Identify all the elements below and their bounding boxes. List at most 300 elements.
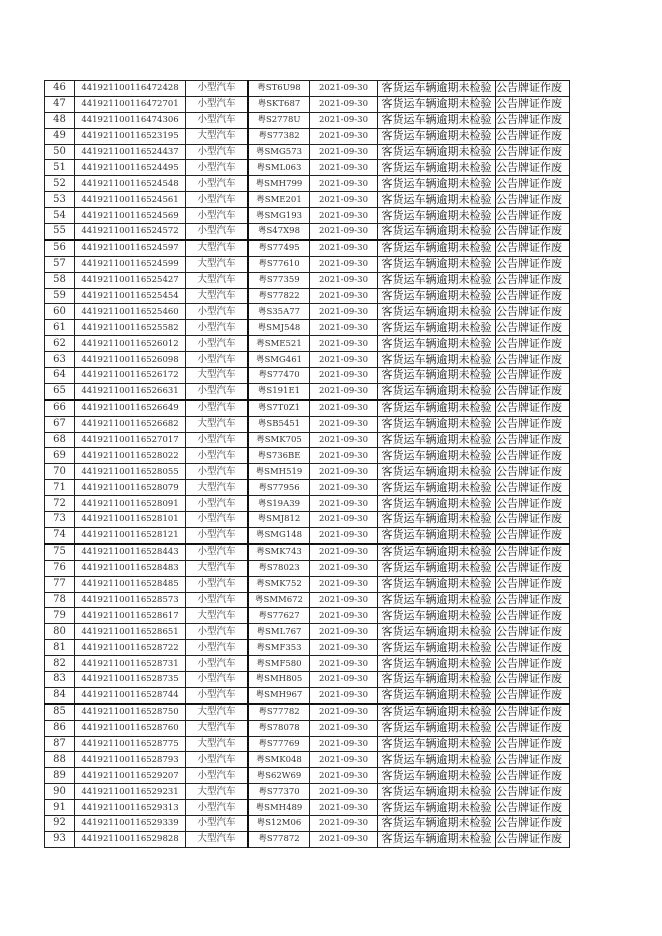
action-cell: 公告牌证作废 <box>496 383 570 399</box>
plate-number-cell: 粤SMH967 <box>248 687 310 703</box>
plate-number-cell: 粤S7T0Z1 <box>248 400 310 416</box>
row-number-cell: 63 <box>45 352 75 368</box>
vehicle-id-cell: 441921100116529339 <box>75 815 186 831</box>
date-cell: 2021-09-30 <box>310 671 378 687</box>
vehicle-type-cell: 小型汽车 <box>186 208 249 224</box>
table-row <box>45 320 570 336</box>
table-row <box>45 192 570 208</box>
violation-reason-cell: 客货运车辆逾期未检验 <box>378 400 496 416</box>
plate-number-cell: 粤SMH805 <box>248 671 310 687</box>
date-cell: 2021-09-30 <box>310 256 378 272</box>
vehicle-id-cell: 441921100116528443 <box>75 544 186 560</box>
vehicle-id-cell: 441921100116526012 <box>75 336 186 352</box>
action-cell: 公告牌证作废 <box>496 576 570 592</box>
date-cell: 2021-09-30 <box>310 768 378 784</box>
table-row <box>45 352 570 368</box>
row-number-cell: 64 <box>45 368 75 384</box>
row-number-cell: 69 <box>45 448 75 464</box>
vehicle-type-cell: 小型汽车 <box>186 336 249 352</box>
row-number-cell: 87 <box>45 736 75 752</box>
row-number-cell: 93 <box>45 831 75 847</box>
vehicle-type-cell: 大型汽车 <box>186 256 249 272</box>
plate-number-cell: 粤S191E1 <box>248 383 310 399</box>
table-row <box>45 112 570 128</box>
vehicle-type-cell: 小型汽车 <box>186 687 249 703</box>
row-number-cell: 57 <box>45 256 75 272</box>
vehicle-type-cell: 大型汽车 <box>186 608 249 624</box>
vehicle-id-cell: 441921100116528744 <box>75 687 186 703</box>
row-number-cell: 78 <box>45 592 75 608</box>
vehicle-type-cell: 小型汽车 <box>186 224 249 240</box>
violation-reason-cell: 客货运车辆逾期未检验 <box>378 448 496 464</box>
row-number-cell: 46 <box>45 81 75 97</box>
action-cell: 公告牌证作废 <box>496 800 570 816</box>
vehicle-id-cell: 441921100116472428 <box>75 81 186 97</box>
table-row <box>45 560 570 576</box>
vehicle-id-cell: 441921100116528121 <box>75 527 186 543</box>
vehicle-id-cell: 441921100116528760 <box>75 720 186 736</box>
row-number-cell: 51 <box>45 160 75 176</box>
violation-reason-cell: 客货运车辆逾期未检验 <box>378 720 496 736</box>
violation-reason-cell: 客货运车辆逾期未检验 <box>378 752 496 768</box>
vehicle-id-cell: 441921100116528091 <box>75 496 186 512</box>
date-cell: 2021-09-30 <box>310 320 378 336</box>
plate-number-cell: 粤S2778U <box>248 112 310 128</box>
table-row <box>45 480 570 496</box>
violation-reason-cell: 客货运车辆逾期未检验 <box>378 240 496 256</box>
plate-number-cell: 粤S47X98 <box>248 224 310 240</box>
row-number-cell: 82 <box>45 656 75 672</box>
date-cell: 2021-09-30 <box>310 400 378 416</box>
date-cell: 2021-09-30 <box>310 208 378 224</box>
vehicle-type-cell: 小型汽车 <box>186 768 249 784</box>
action-cell: 公告牌证作废 <box>496 192 570 208</box>
violation-reason-cell: 客货运车辆逾期未检验 <box>378 736 496 752</box>
vehicle-type-cell: 大型汽车 <box>186 704 249 720</box>
action-cell: 公告牌证作废 <box>496 81 570 97</box>
vehicle-id-cell: 441921100116528722 <box>75 640 186 656</box>
table-row <box>45 336 570 352</box>
violation-reason-cell: 客货运车辆逾期未检验 <box>378 608 496 624</box>
vehicle-id-cell: 441921100116525427 <box>75 272 186 288</box>
row-number-cell: 61 <box>45 320 75 336</box>
violation-reason-cell: 客货运车辆逾期未检验 <box>378 768 496 784</box>
vehicle-id-cell: 441921100116524597 <box>75 240 186 256</box>
vehicle-id-cell: 441921100116524437 <box>75 144 186 160</box>
date-cell: 2021-09-30 <box>310 192 378 208</box>
violation-reason-cell: 客货运车辆逾期未检验 <box>378 496 496 512</box>
plate-number-cell: 粤SKT687 <box>248 96 310 112</box>
date-cell: 2021-09-30 <box>310 576 378 592</box>
action-cell: 公告牌证作废 <box>496 704 570 720</box>
vehicle-id-cell: 441921100116528731 <box>75 656 186 672</box>
vehicle-type-cell: 小型汽车 <box>186 112 249 128</box>
row-number-cell: 73 <box>45 512 75 528</box>
date-cell: 2021-09-30 <box>310 496 378 512</box>
table-row <box>45 752 570 768</box>
violation-reason-cell: 客货运车辆逾期未检验 <box>378 704 496 720</box>
row-number-cell: 88 <box>45 752 75 768</box>
vehicle-id-cell: 441921100116528735 <box>75 671 186 687</box>
vehicle-id-cell: 441921100116525454 <box>75 288 186 304</box>
violation-reason-cell: 客货运车辆逾期未检验 <box>378 336 496 352</box>
vehicle-type-cell: 小型汽车 <box>186 576 249 592</box>
violation-reason-cell: 客货运车辆逾期未检验 <box>378 560 496 576</box>
action-cell: 公告牌证作废 <box>496 112 570 128</box>
row-number-cell: 74 <box>45 527 75 543</box>
row-number-cell: 70 <box>45 464 75 480</box>
violation-reason-cell: 客货运车辆逾期未检验 <box>378 592 496 608</box>
vehicle-id-cell: 441921100116526649 <box>75 400 186 416</box>
date-cell: 2021-09-30 <box>310 144 378 160</box>
action-cell: 公告牌证作废 <box>496 608 570 624</box>
vehicle-table-body <box>45 81 570 848</box>
table-row <box>45 640 570 656</box>
action-cell: 公告牌证作废 <box>496 176 570 192</box>
vehicle-type-cell: 小型汽车 <box>186 160 249 176</box>
action-cell: 公告牌证作废 <box>496 656 570 672</box>
plate-number-cell: 粤SMH799 <box>248 176 310 192</box>
table-row <box>45 592 570 608</box>
violation-reason-cell: 客货运车辆逾期未检验 <box>378 624 496 640</box>
date-cell: 2021-09-30 <box>310 288 378 304</box>
action-cell: 公告牌证作废 <box>496 480 570 496</box>
plate-number-cell: 粤S77872 <box>248 831 310 847</box>
table-row <box>45 400 570 416</box>
plate-number-cell: 粤SMJ812 <box>248 512 310 528</box>
date-cell: 2021-09-30 <box>310 784 378 800</box>
action-cell: 公告牌证作废 <box>496 320 570 336</box>
date-cell: 2021-09-30 <box>310 720 378 736</box>
action-cell: 公告牌证作废 <box>496 368 570 384</box>
vehicle-id-cell: 441921100116524599 <box>75 256 186 272</box>
vehicle-id-cell: 441921100116525460 <box>75 304 186 320</box>
table-row <box>45 448 570 464</box>
vehicle-type-cell: 小型汽车 <box>186 512 249 528</box>
vehicle-type-cell: 大型汽车 <box>186 288 249 304</box>
table-row <box>45 144 570 160</box>
vehicle-type-cell: 小型汽车 <box>186 320 249 336</box>
vehicle-id-cell: 441921100116528485 <box>75 576 186 592</box>
vehicle-id-cell: 441921100116528651 <box>75 624 186 640</box>
vehicle-type-cell: 小型汽车 <box>186 527 249 543</box>
plate-number-cell: 粤S77627 <box>248 608 310 624</box>
vehicle-type-cell: 小型汽车 <box>186 496 249 512</box>
date-cell: 2021-09-30 <box>310 96 378 112</box>
plate-number-cell: 粤SMK743 <box>248 544 310 560</box>
table-row <box>45 224 570 240</box>
row-number-cell: 77 <box>45 576 75 592</box>
action-cell: 公告牌证作废 <box>496 592 570 608</box>
violation-reason-cell: 客货运车辆逾期未检验 <box>378 288 496 304</box>
date-cell: 2021-09-30 <box>310 416 378 432</box>
plate-number-cell: 粤SMM672 <box>248 592 310 608</box>
table-row <box>45 656 570 672</box>
plate-number-cell: 粤SMG573 <box>248 144 310 160</box>
table-row <box>45 128 570 144</box>
vehicle-type-cell: 小型汽车 <box>186 144 249 160</box>
table-row <box>45 416 570 432</box>
violation-reason-cell: 客货运车辆逾期未检验 <box>378 144 496 160</box>
date-cell: 2021-09-30 <box>310 752 378 768</box>
vehicle-id-cell: 441921100116524561 <box>75 192 186 208</box>
date-cell: 2021-09-30 <box>310 128 378 144</box>
action-cell: 公告牌证作废 <box>496 416 570 432</box>
row-number-cell: 75 <box>45 544 75 560</box>
plate-number-cell: 粤S12M06 <box>248 815 310 831</box>
table-row <box>45 81 570 97</box>
vehicle-type-cell: 小型汽车 <box>186 640 249 656</box>
vehicle-type-cell: 小型汽车 <box>186 400 249 416</box>
plate-number-cell: 粤S77495 <box>248 240 310 256</box>
row-number-cell: 62 <box>45 336 75 352</box>
violation-reason-cell: 客货运车辆逾期未检验 <box>378 320 496 336</box>
vehicle-id-cell: 441921100116524495 <box>75 160 186 176</box>
vehicle-id-cell: 441921100116472701 <box>75 96 186 112</box>
plate-number-cell: 粤S78023 <box>248 560 310 576</box>
plate-number-cell: 粤SMF580 <box>248 656 310 672</box>
table-row <box>45 544 570 560</box>
vehicle-id-cell: 441921100116528750 <box>75 704 186 720</box>
date-cell: 2021-09-30 <box>310 224 378 240</box>
action-cell: 公告牌证作废 <box>496 272 570 288</box>
action-cell: 公告牌证作废 <box>496 512 570 528</box>
plate-number-cell: 粤SMH489 <box>248 800 310 816</box>
row-number-cell: 47 <box>45 96 75 112</box>
action-cell: 公告牌证作废 <box>496 815 570 831</box>
vehicle-id-cell: 441921100116524572 <box>75 224 186 240</box>
plate-number-cell: 粤S77782 <box>248 704 310 720</box>
action-cell: 公告牌证作废 <box>496 160 570 176</box>
date-cell: 2021-09-30 <box>310 608 378 624</box>
plate-number-cell: 粤SMK705 <box>248 432 310 448</box>
action-cell: 公告牌证作废 <box>496 736 570 752</box>
action-cell: 公告牌证作废 <box>496 128 570 144</box>
table-row <box>45 464 570 480</box>
table-row <box>45 671 570 687</box>
vehicle-type-cell: 小型汽车 <box>186 192 249 208</box>
plate-number-cell: 粤S78078 <box>248 720 310 736</box>
row-number-cell: 50 <box>45 144 75 160</box>
vehicle-type-cell: 大型汽车 <box>186 736 249 752</box>
action-cell: 公告牌证作废 <box>496 432 570 448</box>
row-number-cell: 83 <box>45 671 75 687</box>
action-cell: 公告牌证作废 <box>496 448 570 464</box>
table-row <box>45 96 570 112</box>
date-cell: 2021-09-30 <box>310 112 378 128</box>
plate-number-cell: 粤SMH519 <box>248 464 310 480</box>
vehicle-type-cell: 小型汽车 <box>186 752 249 768</box>
date-cell: 2021-09-30 <box>310 464 378 480</box>
date-cell: 2021-09-30 <box>310 432 378 448</box>
action-cell: 公告牌证作废 <box>496 464 570 480</box>
plate-number-cell: 粤SMG461 <box>248 352 310 368</box>
table-row <box>45 496 570 512</box>
plate-number-cell: 粤SMG193 <box>248 208 310 224</box>
violation-reason-cell: 客货运车辆逾期未检验 <box>378 304 496 320</box>
row-number-cell: 58 <box>45 272 75 288</box>
date-cell: 2021-09-30 <box>310 560 378 576</box>
row-number-cell: 56 <box>45 240 75 256</box>
table-row <box>45 831 570 847</box>
action-cell: 公告牌证作废 <box>496 671 570 687</box>
plate-number-cell: 粤SMG148 <box>248 527 310 543</box>
violation-reason-cell: 客货运车辆逾期未检验 <box>378 640 496 656</box>
action-cell: 公告牌证作废 <box>496 784 570 800</box>
action-cell: 公告牌证作废 <box>496 768 570 784</box>
vehicle-type-cell: 小型汽车 <box>186 448 249 464</box>
plate-number-cell: 粤S77956 <box>248 480 310 496</box>
vehicle-type-cell: 小型汽车 <box>186 96 249 112</box>
row-number-cell: 60 <box>45 304 75 320</box>
vehicle-id-cell: 441921100116528793 <box>75 752 186 768</box>
vehicle-id-cell: 441921100116528483 <box>75 560 186 576</box>
row-number-cell: 85 <box>45 704 75 720</box>
vehicle-type-cell: 小型汽车 <box>186 176 249 192</box>
vehicle-type-cell: 大型汽车 <box>186 560 249 576</box>
table-row <box>45 512 570 528</box>
plate-number-cell: 粤SME521 <box>248 336 310 352</box>
plate-number-cell: 粤SMK048 <box>248 752 310 768</box>
table-row <box>45 576 570 592</box>
date-cell: 2021-09-30 <box>310 448 378 464</box>
date-cell: 2021-09-30 <box>310 815 378 831</box>
action-cell: 公告牌证作废 <box>496 496 570 512</box>
vehicle-id-cell: 441921100116529231 <box>75 784 186 800</box>
table-row <box>45 736 570 752</box>
vehicle-id-cell: 441921100116525582 <box>75 320 186 336</box>
date-cell: 2021-09-30 <box>310 240 378 256</box>
vehicle-type-cell: 大型汽车 <box>186 480 249 496</box>
vehicle-id-cell: 441921100116528775 <box>75 736 186 752</box>
action-cell: 公告牌证作废 <box>496 624 570 640</box>
plate-number-cell: 粤S77610 <box>248 256 310 272</box>
row-number-cell: 48 <box>45 112 75 128</box>
vehicle-type-cell: 小型汽车 <box>186 815 249 831</box>
date-cell: 2021-09-30 <box>310 480 378 496</box>
violation-reason-cell: 客货运车辆逾期未检验 <box>378 224 496 240</box>
action-cell: 公告牌证作废 <box>496 256 570 272</box>
plate-number-cell: 粤S35A77 <box>248 304 310 320</box>
vehicle-type-cell: 小型汽车 <box>186 304 249 320</box>
vehicle-type-cell: 小型汽车 <box>186 592 249 608</box>
action-cell: 公告牌证作废 <box>496 352 570 368</box>
row-number-cell: 72 <box>45 496 75 512</box>
violation-reason-cell: 客货运车辆逾期未检验 <box>378 480 496 496</box>
row-number-cell: 65 <box>45 383 75 399</box>
violation-reason-cell: 客货运车辆逾期未检验 <box>378 352 496 368</box>
row-number-cell: 76 <box>45 560 75 576</box>
vehicle-id-cell: 441921100116526682 <box>75 416 186 432</box>
action-cell: 公告牌证作废 <box>496 288 570 304</box>
plate-number-cell: 粤SMJ548 <box>248 320 310 336</box>
row-number-cell: 66 <box>45 400 75 416</box>
row-number-cell: 52 <box>45 176 75 192</box>
table-row <box>45 800 570 816</box>
plate-number-cell: 粤SB5451 <box>248 416 310 432</box>
date-cell: 2021-09-30 <box>310 512 378 528</box>
vehicle-type-cell: 小型汽车 <box>186 432 249 448</box>
plate-number-cell: 粤S77370 <box>248 784 310 800</box>
vehicle-id-cell: 441921100116528573 <box>75 592 186 608</box>
plate-number-cell: 粤SMF353 <box>248 640 310 656</box>
vehicle-type-cell: 大型汽车 <box>186 831 249 847</box>
vehicle-id-cell: 441921100116524548 <box>75 176 186 192</box>
table-row <box>45 256 570 272</box>
action-cell: 公告牌证作废 <box>496 640 570 656</box>
table-row <box>45 288 570 304</box>
date-cell: 2021-09-30 <box>310 383 378 399</box>
action-cell: 公告牌证作废 <box>496 831 570 847</box>
action-cell: 公告牌证作废 <box>496 544 570 560</box>
row-number-cell: 71 <box>45 480 75 496</box>
row-number-cell: 79 <box>45 608 75 624</box>
vehicle-type-cell: 大型汽车 <box>186 784 249 800</box>
vehicle-type-cell: 大型汽车 <box>186 128 249 144</box>
plate-number-cell: 粤SME201 <box>248 192 310 208</box>
violation-reason-cell: 客货运车辆逾期未检验 <box>378 160 496 176</box>
vehicle-id-cell: 441921100116528617 <box>75 608 186 624</box>
table-row <box>45 176 570 192</box>
violation-reason-cell: 客货运车辆逾期未检验 <box>378 544 496 560</box>
action-cell: 公告牌证作废 <box>496 304 570 320</box>
vehicle-id-cell: 441921100116528101 <box>75 512 186 528</box>
vehicle-type-cell: 小型汽车 <box>186 800 249 816</box>
violation-reason-cell: 客货运车辆逾期未检验 <box>378 576 496 592</box>
action-cell: 公告牌证作废 <box>496 720 570 736</box>
table-row <box>45 720 570 736</box>
row-number-cell: 84 <box>45 687 75 703</box>
row-number-cell: 55 <box>45 224 75 240</box>
date-cell: 2021-09-30 <box>310 704 378 720</box>
table-row <box>45 383 570 399</box>
action-cell: 公告牌证作废 <box>496 527 570 543</box>
action-cell: 公告牌证作废 <box>496 96 570 112</box>
plate-number-cell: 粤S62W69 <box>248 768 310 784</box>
row-number-cell: 68 <box>45 432 75 448</box>
vehicle-type-cell: 小型汽车 <box>186 383 249 399</box>
vehicle-id-cell: 441921100116523195 <box>75 128 186 144</box>
violation-reason-cell: 客货运车辆逾期未检验 <box>378 208 496 224</box>
table-row <box>45 624 570 640</box>
vehicle-type-cell: 大型汽车 <box>186 240 249 256</box>
date-cell: 2021-09-30 <box>310 527 378 543</box>
date-cell: 2021-09-30 <box>310 687 378 703</box>
vehicle-type-cell: 小型汽车 <box>186 352 249 368</box>
action-cell: 公告牌证作废 <box>496 400 570 416</box>
violation-reason-cell: 客货运车辆逾期未检验 <box>378 112 496 128</box>
row-number-cell: 91 <box>45 800 75 816</box>
table-row <box>45 272 570 288</box>
date-cell: 2021-09-30 <box>310 272 378 288</box>
vehicle-type-cell: 大型汽车 <box>186 272 249 288</box>
violation-reason-cell: 客货运车辆逾期未检验 <box>378 81 496 97</box>
vehicle-id-cell: 441921100116529828 <box>75 831 186 847</box>
date-cell: 2021-09-30 <box>310 176 378 192</box>
row-number-cell: 90 <box>45 784 75 800</box>
table-row <box>45 304 570 320</box>
vehicle-id-cell: 441921100116526631 <box>75 383 186 399</box>
vehicle-type-cell: 大型汽车 <box>186 720 249 736</box>
violation-reason-cell: 客货运车辆逾期未检验 <box>378 671 496 687</box>
plate-number-cell: 粤S77769 <box>248 736 310 752</box>
violation-reason-cell: 客货运车辆逾期未检验 <box>378 416 496 432</box>
table-row <box>45 608 570 624</box>
violation-reason-cell: 客货运车辆逾期未检验 <box>378 272 496 288</box>
row-number-cell: 59 <box>45 288 75 304</box>
plate-number-cell: 粤S19A39 <box>248 496 310 512</box>
vehicle-type-cell: 小型汽车 <box>186 464 249 480</box>
